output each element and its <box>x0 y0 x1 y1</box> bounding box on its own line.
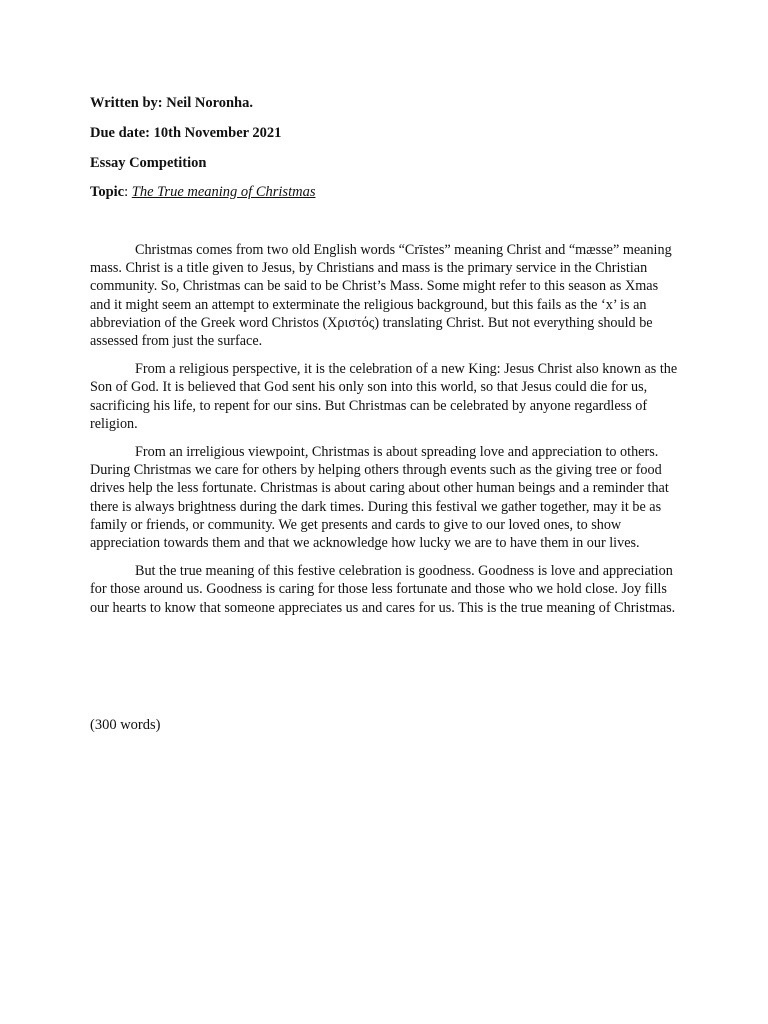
author-line <box>90 94 253 112</box>
competition-line <box>90 154 206 172</box>
essay-paragraph: Christmas comes from two old English words “Crīstes” meaning Christ and “mæsse” meaning mass. Christ is a title given to Jesus, by Christians and mass is the primary service in the Christian community. So, Christmas can be said to be Christ’s Mass. Some might refer to this season as Xmas and it might seem an attempt to exterminate the religious background, but this fails as the ‘x’ is an abbreviation of the Greek word Christos (Χριστός) translating Christ. But not everything should be assessed from just the surface. <box>90 242 672 350</box>
topic-label: Topic <box>90 184 125 200</box>
essay-paragraph: But the true meaning of this festive celebration is goodness. Goodness is love and appreciation for those around us. Goodness is caring for those less fortunate and those who we hold close. Joy fills our hearts to know that someone appreciates us and cares for us. This is the true meaning of Christmas. <box>90 563 676 616</box>
essay-body <box>90 241 678 627</box>
due-date-line <box>90 124 281 142</box>
author-text: Written by: Neil Noronha. <box>90 95 253 111</box>
essay-paragraph: From a religious perspective, it is the celebration of a new King: Jesus Christ also known as the Son of God. It is believed that God sent his only son into this world, so that Jesus could die for us, sacrificing his life, to repent for our sins. But Christmas can be celebrated by anyone regardless of religion. <box>90 361 678 432</box>
due-date-text: Due date: 10th November 2021 <box>90 125 282 141</box>
competition-text: Essay Competition <box>90 155 207 171</box>
essay-paragraph: From an irreligious viewpoint, Christmas is about spreading love and appreciation to others. During Christmas we care for others by helping others through events such as the giving tree or food drives help the less fortunate. Christmas is about caring about other human beings and a reminder that there is always brightness during the dark times. During this festival we gather together, may it be as family or friends, or community. We get presents and cards to give to our loved ones, to show appreciation towards them and that we acknowledge how lucky we are to have them in our lives. <box>90 444 669 552</box>
topic-line <box>90 183 315 201</box>
topic-separator: : <box>124 184 132 200</box>
word-count: (300 words) <box>90 717 161 733</box>
topic-title: The True meaning of Christmas <box>131 184 316 200</box>
